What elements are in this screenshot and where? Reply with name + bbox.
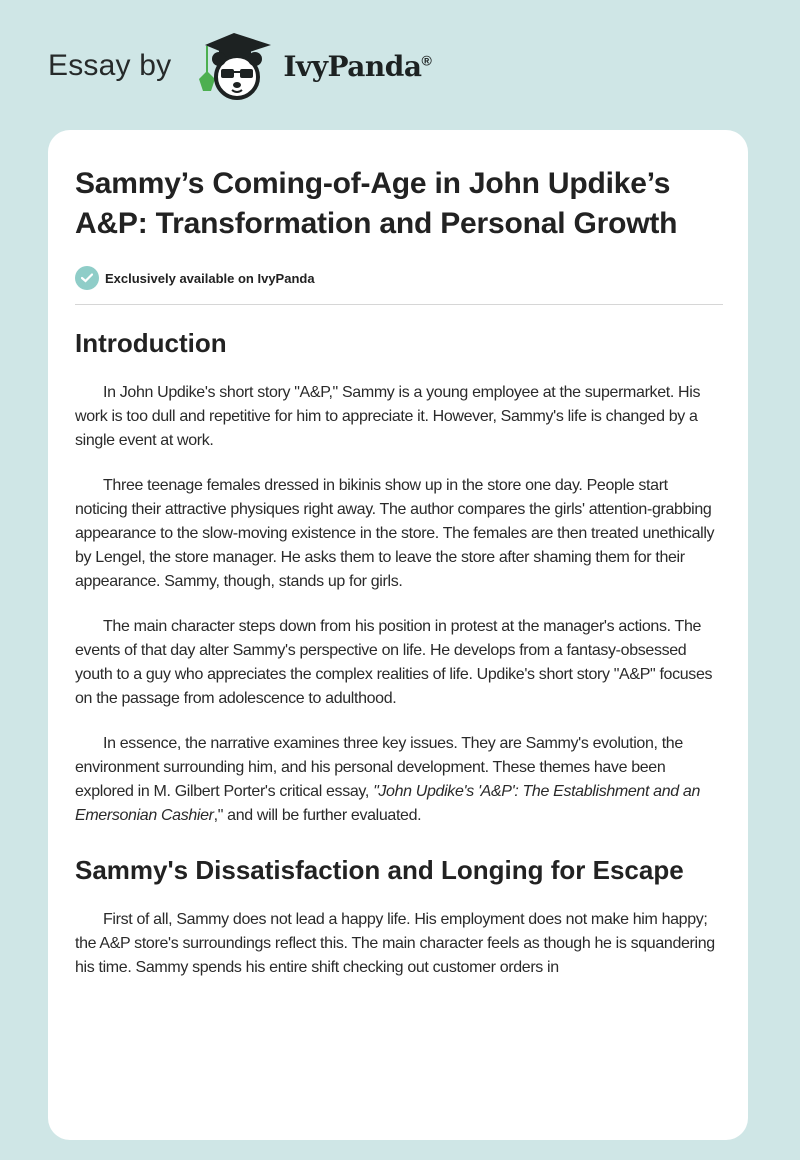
section-heading: Sammy's Dissatisfaction and Longing for Escape — [75, 855, 684, 885]
divider — [75, 304, 723, 305]
badge-text: Exclusively available on IvyPanda — [105, 270, 315, 286]
paragraph: In John Updike's short story "A&P," Sammy is a young employee at the supermarket. His work is too dull and repetitive for him to appreciate it. However, Sammy's life is changed by a single event at work. — [75, 384, 701, 449]
registered-mark: ® — [421, 52, 432, 69]
paragraph: First of all, Sammy does not lead a happy life. His employment does not make him happy; the A&P store's surroundings reflect this. The main character feels as though he is squandering his time. Sammy spends his entire shift checking out customer orders in — [75, 911, 715, 976]
paragraph: Three teenage females dressed in bikinis show up in the store one day. People start noticing their attractive physiques right away. The author compares the girls' attention-grabbing appearance to the slow-moving existence in the store. The females are then treated unethically by Lengel, the store manager. He asks them to leave the store after shaming them for their appearance. Sammy, though, stands up for girls. — [75, 477, 715, 590]
paragraph — [75, 732, 723, 828]
exclusive-badge — [75, 266, 723, 290]
essay-title: Sammy’s Coming-of-Age in John Updike’s A&P: Transformation and Personal Growth — [75, 167, 678, 240]
brand-name[interactable] — [283, 50, 431, 83]
paragraph-text: ," and will be further evaluated. — [213, 807, 422, 824]
essay-by-label: Essay by — [48, 49, 172, 82]
paragraph: The main character steps down from his position in protest at the manager's actions. The events of that day alter Sammy's perspective on life. He develops from a fantasy-obsessed youth to a guy who appreciates the complex realities of life. Updike's short story "A&P" focuses on the passage from adolescence to adulthood. — [75, 618, 713, 707]
essay-card — [48, 130, 748, 1140]
site-header — [48, 36, 431, 96]
cited-essay-title: "John Updike's 'A&P': The Establishment and an Emersonian Cashier — [75, 783, 700, 824]
brand-text: IvyPanda — [283, 49, 422, 83]
check-icon — [75, 266, 99, 290]
section-heading: Introduction — [75, 328, 227, 358]
paragraph-text: In essence, the narrative examines three key issues. They are Sammy's evolution, the environment surrounding him, and his personal development. These themes have been explored in M. Gilbert Porter's critical essay, — [75, 735, 683, 800]
panda-graduate-icon[interactable] — [191, 31, 277, 101]
